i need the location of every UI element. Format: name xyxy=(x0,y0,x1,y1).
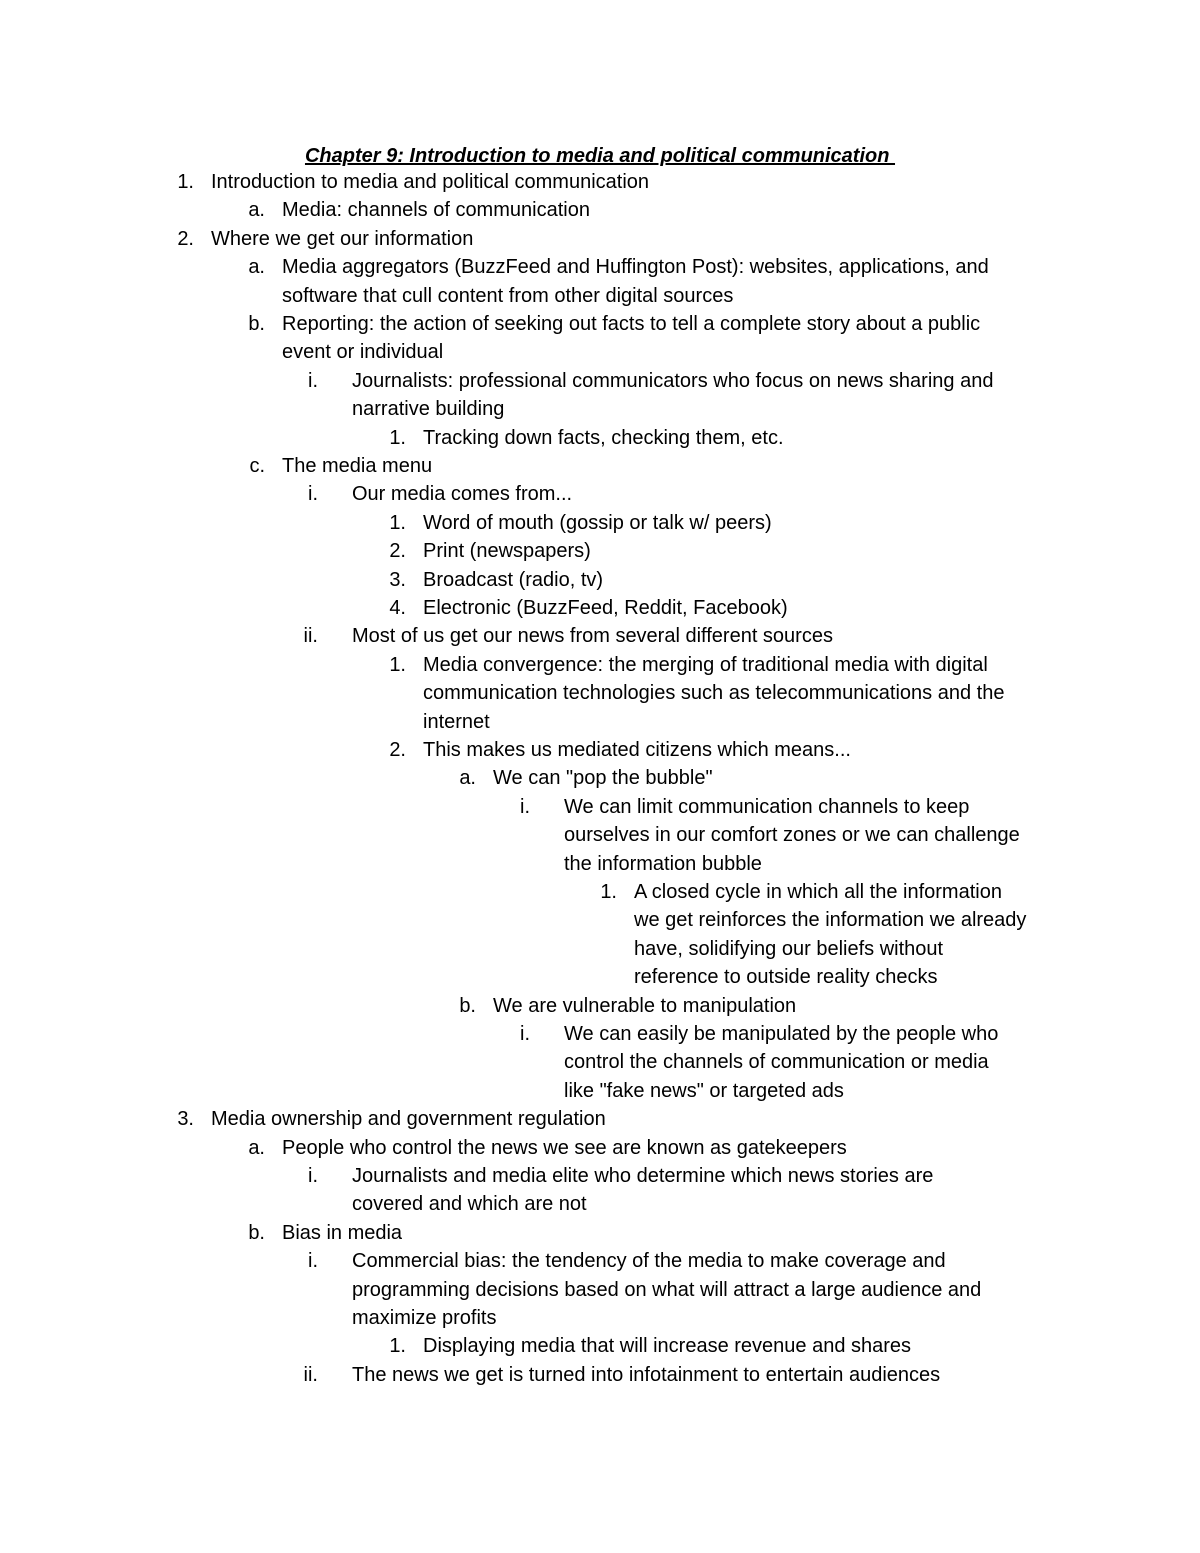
list-marker: 3. xyxy=(177,1108,194,1131)
list-item-text: software that cull content from other digital sources xyxy=(282,284,734,307)
list-item-text: like "fake news" or targeted ads xyxy=(564,1079,844,1102)
list-item-text: have, solidifying our beliefs without xyxy=(634,937,944,960)
outline-line xyxy=(0,1105,1200,1133)
list-marker: i. xyxy=(520,795,530,818)
list-item-text: control the channels of communication or media xyxy=(564,1051,989,1074)
outline-line xyxy=(0,1219,1200,1247)
document-title: Chapter 9: Introduction to media and political communication xyxy=(304,145,896,167)
list-marker: b. xyxy=(459,994,476,1017)
list-marker: ii. xyxy=(303,625,318,648)
list-item-text: ourselves in our comfort zones or we can challenge xyxy=(564,824,1020,847)
list-marker: 1. xyxy=(389,426,406,449)
outline-line xyxy=(0,878,1200,906)
list-marker: 2. xyxy=(389,540,406,563)
list-item-text: narrative building xyxy=(352,398,505,421)
outline-line xyxy=(0,594,1200,622)
list-marker: 1. xyxy=(389,511,406,534)
list-item-text: communication technologies such as telecommunications and the xyxy=(423,682,1005,705)
outline-line xyxy=(0,1048,1200,1076)
outline-line xyxy=(0,253,1200,281)
list-item-text: Commercial bias: the tendency of the media to make coverage and xyxy=(352,1250,946,1273)
outline-line xyxy=(0,850,1200,878)
list-marker: a. xyxy=(459,767,476,790)
outline-line xyxy=(0,282,1200,310)
outline-line xyxy=(0,906,1200,934)
list-marker: 2. xyxy=(177,227,194,250)
list-item-text: programming decisions based on what will attract a large audience and xyxy=(352,1278,982,1301)
list-item-text: Word of mouth (gossip or talk w/ peers) xyxy=(423,511,772,534)
outline-line xyxy=(0,764,1200,792)
list-marker: i. xyxy=(308,1250,318,1273)
outline-line xyxy=(0,935,1200,963)
list-item-text: the information bubble xyxy=(564,852,762,875)
list-marker: 4. xyxy=(389,597,406,619)
outline-line xyxy=(0,395,1200,423)
list-marker: 1. xyxy=(177,171,194,193)
outline-line xyxy=(0,1020,1200,1048)
outline-line xyxy=(0,1134,1200,1162)
list-marker: i. xyxy=(308,369,318,392)
outline-line xyxy=(0,1162,1200,1190)
list-item-text: This makes us mediated citizens which means... xyxy=(423,739,851,761)
outline-line xyxy=(0,196,1200,224)
list-item-text: A closed cycle in which all the information xyxy=(634,881,1002,903)
list-marker: a. xyxy=(248,1136,265,1159)
list-marker: 1. xyxy=(389,653,406,676)
list-item-text: covered and which are not xyxy=(352,1193,587,1216)
list-item-text: Where we get our information xyxy=(211,227,474,250)
list-marker: i. xyxy=(308,483,318,506)
list-item-text: Broadcast (radio, tv) xyxy=(423,568,604,591)
outline-line xyxy=(0,1304,1200,1332)
list-marker: c. xyxy=(249,455,265,477)
outline-line xyxy=(0,168,1200,196)
outline-line xyxy=(0,1190,1200,1218)
outline-line xyxy=(0,509,1200,537)
list-item-text: Introduction to media and political communication xyxy=(211,171,650,193)
list-marker: 3. xyxy=(389,568,406,591)
list-item-text: We are vulnerable to manipulation xyxy=(493,994,797,1017)
list-item-text: Print (newspapers) xyxy=(423,540,591,563)
outline-line xyxy=(0,566,1200,594)
list-item-text: Media convergence: the merging of traditional media with digital xyxy=(423,653,988,676)
list-marker: b. xyxy=(248,313,265,335)
list-item-text: People who control the news we see are known as gatekeepers xyxy=(282,1136,847,1159)
outline-line xyxy=(0,225,1200,253)
list-item-text: Electronic (BuzzFeed, Reddit, Facebook) xyxy=(423,597,788,619)
outline-line xyxy=(0,821,1200,849)
list-marker: 1. xyxy=(600,881,617,903)
list-item-text: Media: channels of communication xyxy=(282,199,590,222)
outline-line xyxy=(0,367,1200,395)
list-item-text: Journalists: professional communicators who focus on news sharing and xyxy=(352,369,994,392)
list-marker: b. xyxy=(248,1221,265,1244)
outline-line xyxy=(0,1276,1200,1304)
list-item-text: we get reinforces the information we already xyxy=(634,909,1027,932)
outline-line xyxy=(0,1332,1200,1360)
outline-line xyxy=(0,1247,1200,1275)
outline-line xyxy=(0,1361,1200,1389)
list-item-text: The news we get is turned into infotainment to entertain audiences xyxy=(352,1363,941,1386)
list-item-text: maximize profits xyxy=(352,1307,497,1329)
list-marker: a. xyxy=(248,256,265,279)
outline-line xyxy=(0,622,1200,650)
outline-line xyxy=(0,424,1200,452)
list-marker: 2. xyxy=(389,739,406,761)
outline-line xyxy=(0,708,1200,736)
list-marker: a. xyxy=(248,199,265,222)
list-marker: ii. xyxy=(303,1363,318,1386)
outline-line xyxy=(0,537,1200,565)
list-item-text: Tracking down facts, checking them, etc. xyxy=(423,426,784,449)
outline-line xyxy=(0,679,1200,707)
list-item-text: Journalists and media elite who determine which news stories are xyxy=(352,1165,934,1187)
list-item-text: Displaying media that will increase revenue and shares xyxy=(423,1335,912,1358)
outline-line xyxy=(0,480,1200,508)
outline-line xyxy=(0,338,1200,366)
outline-line xyxy=(0,452,1200,480)
list-item-text: event or individual xyxy=(282,341,444,364)
list-item-text: reference to outside reality checks xyxy=(634,966,938,989)
list-item-text: internet xyxy=(423,710,490,733)
list-item-text: The media menu xyxy=(282,455,433,477)
list-item-text: Reporting: the action of seeking out facts to tell a complete story about a public xyxy=(282,313,981,335)
outline-line xyxy=(0,992,1200,1020)
outline-line xyxy=(0,736,1200,764)
list-item-text: We can limit communication channels to keep xyxy=(564,795,970,818)
outline-line xyxy=(0,963,1200,991)
list-item-text: Our media comes from... xyxy=(352,483,573,506)
outline-line xyxy=(0,310,1200,338)
list-item-text: Most of us get our news from several different sources xyxy=(352,625,833,648)
outline-line xyxy=(0,651,1200,679)
list-item-text: Media aggregators (BuzzFeed and Huffington Post): websites, applications, and xyxy=(282,256,989,279)
list-item-text: We can easily be manipulated by the people who xyxy=(564,1023,999,1045)
list-marker: i. xyxy=(520,1023,530,1045)
list-marker: 1. xyxy=(389,1335,406,1358)
list-marker: i. xyxy=(308,1165,318,1187)
list-item-text: We can "pop the bubble" xyxy=(493,767,713,790)
outline-line xyxy=(0,793,1200,821)
outline-line xyxy=(0,1077,1200,1105)
list-item-text: Media ownership and government regulation xyxy=(211,1108,606,1131)
list-item-text: Bias in media xyxy=(282,1221,403,1244)
